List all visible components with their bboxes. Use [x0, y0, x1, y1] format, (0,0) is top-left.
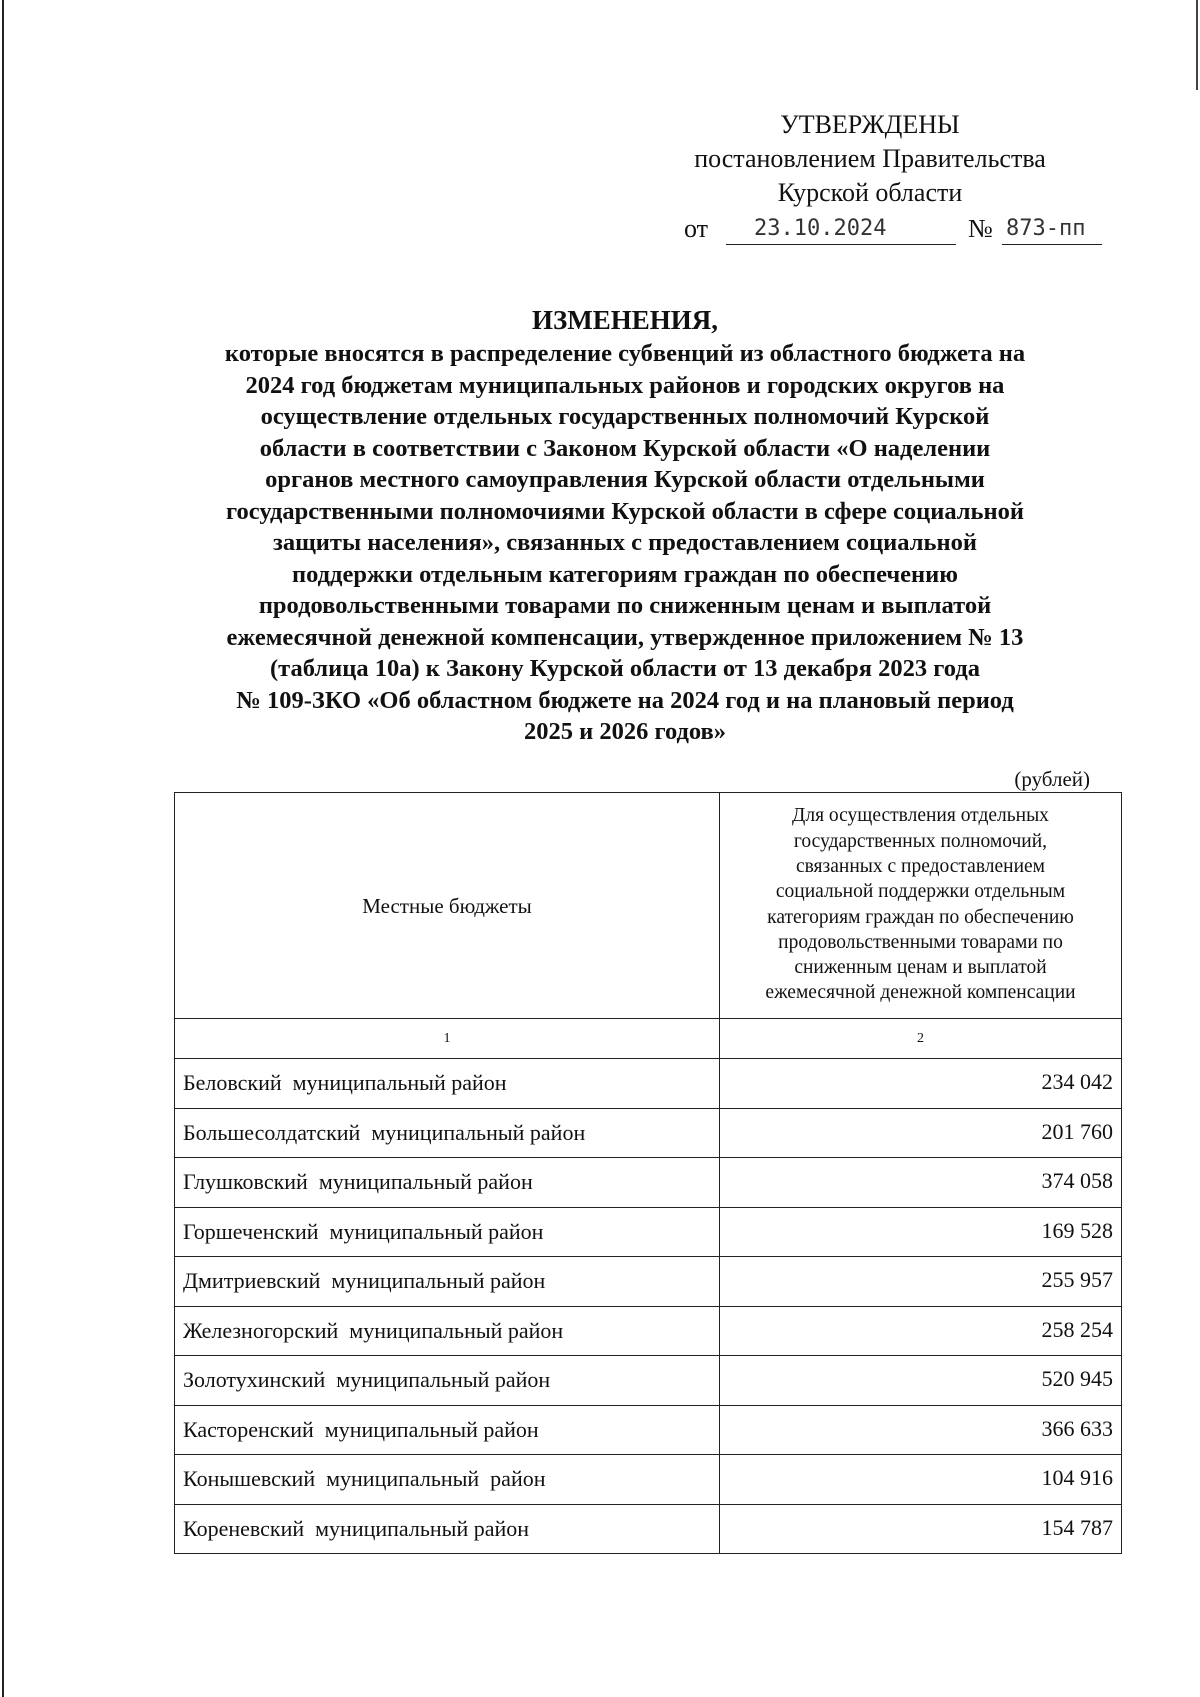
number-label: №: [968, 214, 993, 243]
heading-line: (таблица 10а) к Закону Курской области от 13 декабря 2023 года: [269, 655, 980, 682]
heading-line: № 109-ЗКО «Об областном бюджете на 2024 год и на плановый период: [236, 686, 1014, 714]
budget-amount: 201 760: [720, 1108, 1122, 1158]
table-row: [175, 1306, 1122, 1356]
column-number-row: [175, 1019, 1122, 1059]
budget-amount: 258 254: [720, 1306, 1122, 1356]
table-row: [175, 1207, 1122, 1257]
heading-line: осуществление отдельных государственных полномочий Курской: [260, 403, 990, 430]
table-row: [175, 1257, 1122, 1307]
col1-number: 1: [175, 1019, 720, 1059]
col2-header-line: Для осуществления отдельных: [792, 805, 1049, 827]
approval-line-3: Курской области: [777, 178, 963, 207]
budget-table: [174, 792, 1122, 1554]
approval-title: УТВЕРЖДЕНЫ: [780, 110, 960, 139]
table-row: [175, 1356, 1122, 1406]
col2-header-line: продовольственными товарами по: [778, 931, 1063, 953]
budget-name: Большесолдатский муниципальный район: [175, 1108, 720, 1158]
budget-amount: 154 787: [720, 1504, 1122, 1554]
budget-amount: 169 528: [720, 1207, 1122, 1257]
budget-name: Глушковский муниципальный район: [175, 1158, 720, 1208]
budget-name: Дмитриевский муниципальный район: [175, 1257, 720, 1307]
budget-amount: 366 633: [720, 1405, 1122, 1455]
budget-amount: 374 058: [720, 1158, 1122, 1208]
approval-block: [660, 108, 1100, 246]
heading-line: продовольственными товарами по сниженным ценам и выплатой: [258, 592, 992, 619]
budget-amount: 104 916: [720, 1455, 1122, 1505]
table-row: [175, 1059, 1122, 1109]
budget-name: Железногорский муниципальный район: [175, 1306, 720, 1356]
approval-line-2: постановлением Правительства: [694, 144, 1046, 173]
budget-amount: 255 957: [720, 1257, 1122, 1307]
heading-line: защиты населения», связанных с предоставлением социальной: [273, 529, 977, 556]
budget-amount: 520 945: [720, 1356, 1122, 1406]
table-header-row: [175, 793, 1122, 1019]
scan-edge-right: [1196, 0, 1198, 90]
budget-name: Золотухинский муниципальный район: [175, 1356, 720, 1406]
heading-line: которые вносятся в распределение субвенций из областного бюджета на: [224, 340, 1026, 367]
document-heading: [170, 302, 1080, 748]
col2-header-line: связанных с предоставлением: [795, 855, 1046, 877]
table-row: [175, 1158, 1122, 1208]
budget-name: Конышевский муниципальный район: [175, 1455, 720, 1505]
heading-line: поддержки отдельным категориям граждан по обеспечению: [292, 560, 958, 588]
heading-line: 2024 год бюджетам муниципальных районов и городских округов на: [245, 371, 1005, 399]
heading-line: области в соответствии с Законом Курской области «О наделении: [259, 434, 991, 462]
col2-header-line: сниженным ценам и выплатой: [794, 957, 1047, 979]
approval-date: 23.10.2024: [726, 214, 956, 245]
heading-title: ИЗМЕНЕНИЯ,: [531, 305, 718, 335]
table-row: [175, 1504, 1122, 1554]
col2-header-line: ежемесячной денежной компенсации: [765, 982, 1076, 1004]
heading-body: [170, 338, 1080, 748]
col1-header: Местные бюджеты: [175, 793, 720, 1019]
budget-name: Горшеченский муниципальный район: [175, 1207, 720, 1257]
budget-name: Кореневский муниципальный район: [175, 1504, 720, 1554]
col2-header-line: категориям граждан по обеспечению: [767, 906, 1074, 928]
col2-number: 2: [720, 1019, 1122, 1059]
table-row: [175, 1405, 1122, 1455]
col2-header-line: социальной поддержки отдельным: [775, 881, 1066, 903]
budget-name: Касторенский муниципальный район: [175, 1405, 720, 1455]
approval-number: 873-пп: [1002, 214, 1102, 245]
heading-line: государственными полномочиями Курской области в сфере социальной: [226, 497, 1024, 525]
table-row: [175, 1455, 1122, 1505]
heading-line: органов местного самоуправления Курской области отдельными: [265, 466, 985, 493]
units-label: (рублей): [1014, 767, 1090, 791]
table-row: [175, 1108, 1122, 1158]
budget-name: Беловский муниципальный район: [175, 1059, 720, 1109]
heading-line: ежемесячной денежной компенсации, утвержденное приложением № 13: [226, 623, 1024, 651]
scan-edge-left: [2, 0, 4, 1697]
date-prefix: от: [684, 214, 709, 243]
budget-amount: 234 042: [720, 1059, 1122, 1109]
approval-date-line: [660, 212, 1100, 246]
col2-header: [720, 793, 1122, 1019]
heading-line: 2025 и 2026 годов»: [523, 718, 727, 745]
col2-header-line: государственных полномочий,: [793, 830, 1048, 852]
